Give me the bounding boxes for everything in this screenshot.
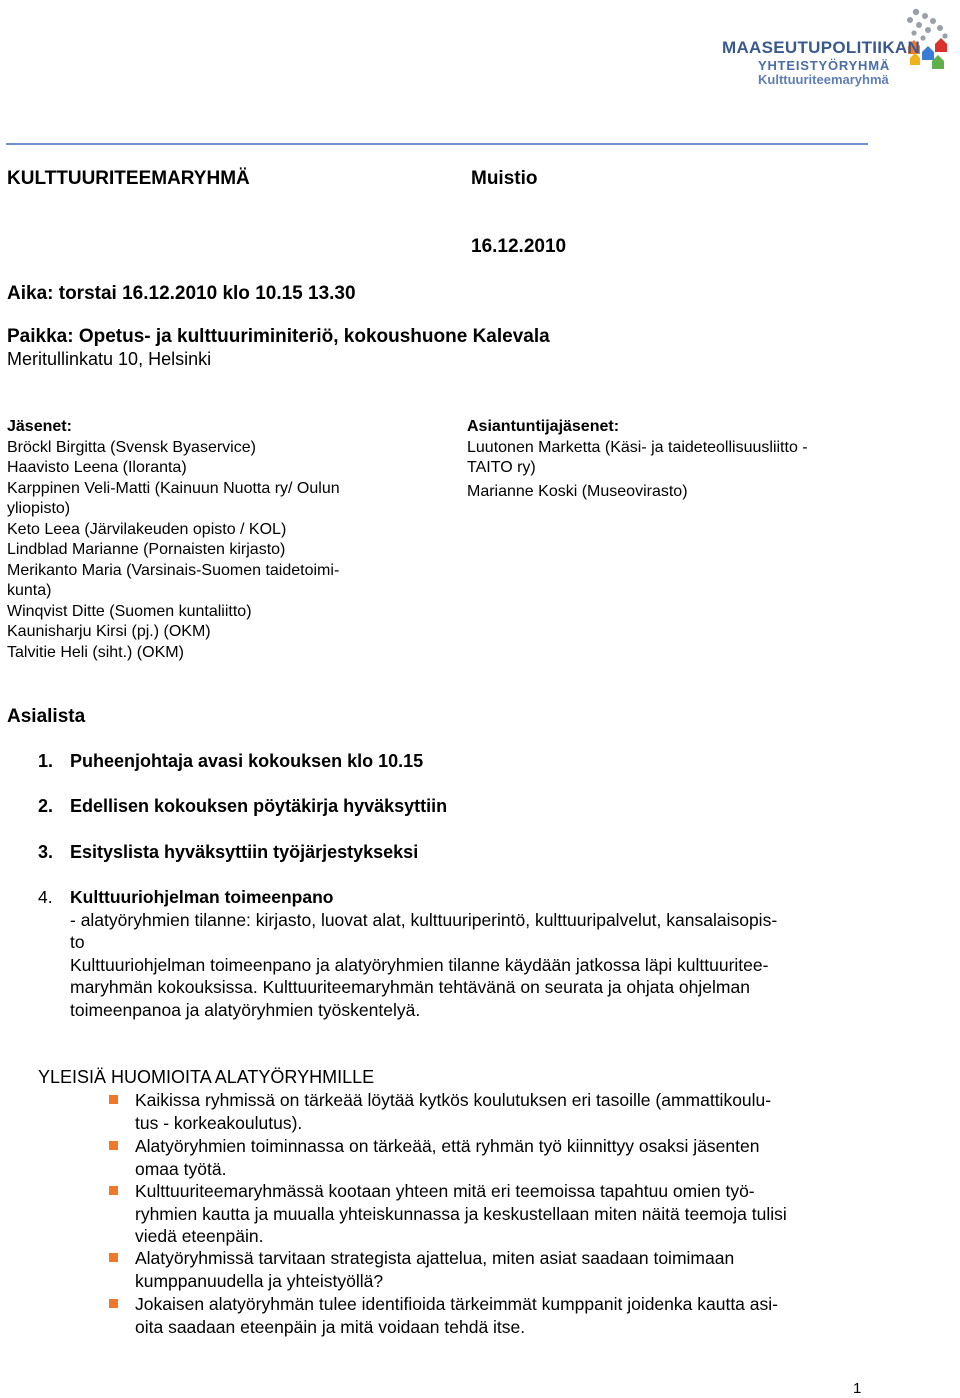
member-line: Haavisto Leena (Iloranta)	[7, 459, 187, 476]
bullet-square-icon	[109, 1095, 118, 1104]
bullet-line: Alatyöryhmien toiminnassa on tärkeää, että ryhmän työ kiinnittyy osaksi jäsenten	[135, 1136, 760, 1156]
expert-line: Luutonen Marketta (Käsi- ja taideteollisuusliitto -	[467, 438, 808, 456]
logo-line-1: MAASEUTUPOLITIIKAN	[722, 38, 921, 57]
bullet-line: Kaikissa ryhmissä on tärkeää löytää kytkös koulutuksen eri tasoille (ammattikoulu-	[135, 1090, 772, 1110]
bullet-line: Jokaisen alatyöryhmän tulee identifioida tärkeimmät kumppanit joidenka kautta asi-	[135, 1294, 778, 1314]
agenda-item-4-line: - alatyöryhmien tilanne: kirjasto, luovat alat, kulttuuriperintö, kulttuuripalvelut, kansalaisopis-	[70, 909, 778, 930]
members-list	[7, 417, 447, 663]
agenda-item-number: 1.	[38, 751, 54, 771]
bullet-square-icon	[109, 1141, 118, 1150]
bullet-line: oita saadaan eteenpäin ja mitä voidaan tehdä itse.	[135, 1316, 526, 1337]
agenda-item-4-line: Kulttuuriohjelman toimeenpano ja alatyöryhmien tilanne käydään jatkossa läpi kulttuuritee-	[70, 954, 769, 975]
agenda-item-text: Esityslista hyväksyttiin työjärjestykseksi	[70, 842, 419, 862]
agenda-title: Asialista	[7, 706, 86, 727]
bullet-line: omaa työtä.	[135, 1158, 227, 1179]
bullet-square-icon	[109, 1299, 118, 1308]
experts-list	[467, 417, 867, 502]
document-type: Muistio	[471, 168, 538, 189]
bullet-square-icon	[109, 1186, 118, 1195]
bullet-square-icon	[109, 1253, 118, 1262]
page-number: 1	[853, 1380, 862, 1397]
bullet-line: tus - korkeakoulutus).	[135, 1112, 303, 1133]
logo-line-2: YHTEISTYÖRYHMÄ	[758, 58, 891, 73]
agenda-item-4-line: maryhmän kokouksissa. Kulttuuriteemaryhmän tehtävänä on seurata ja ohjata ohjelman	[70, 977, 750, 997]
member-line: Keto Leea (Järvilakeuden opisto / KOL)	[7, 520, 287, 538]
member-line: Kaunisharju Kirsi (pj.) (OKM)	[7, 623, 211, 640]
document-date: 16.12.2010	[471, 236, 567, 257]
agenda-item-number: 2.	[38, 796, 54, 816]
bullet-line: ryhmien kautta ja muualla yhteiskunnassa ja keskustellaan miten näitä teemoja tulisi	[135, 1203, 787, 1224]
logo-line-3: Kulttuuriteemaryhmä	[758, 72, 889, 87]
agenda-item-4-content	[70, 886, 900, 1021]
member-line: Bröckl Birgitta (Svensk Byaservice)	[7, 438, 256, 456]
bullet-line: Alatyöryhmissä tarvitaan strategista ajattelua, miten asiat saadaan toimimaan	[135, 1248, 735, 1268]
expert-line: Marianne Koski (Museovirasto)	[467, 482, 688, 500]
agenda-item	[38, 796, 447, 817]
member-line: yliopisto)	[7, 500, 71, 517]
member-line: Merikanto Maria (Varsinais-Suomen taidetoimi-	[7, 561, 340, 579]
experts-title: Asiantuntijajäsenet:	[467, 418, 620, 435]
bullet-line: Kulttuuriteemaryhmässä kootaan yhteen mitä eri teemoissa tapahtuu omien työ-	[135, 1181, 755, 1201]
bullet-line: viedä eteenpäin.	[135, 1226, 264, 1246]
organization-logo	[722, 6, 952, 88]
agenda-item	[38, 751, 423, 772]
agenda-item-number: 4.	[38, 887, 53, 907]
general-notes-title: YLEISIÄ HUOMIOITA ALATYÖRYHMILLE	[38, 1067, 375, 1087]
meeting-address: Meritullinkatu 10, Helsinki	[7, 349, 212, 369]
meeting-place: Paikka: Opetus- ja kulttuuriminiteriö, kokoushuone Kalevala	[7, 326, 550, 347]
agenda-item-4-line: toimeenpanoa ja alatyöryhmien työskentelyä.	[70, 999, 421, 1020]
bullet-line: kumppanuudella ja yhteistyöllä?	[135, 1270, 384, 1291]
agenda-item-4-title: Kulttuuriohjelman toimeenpano	[70, 887, 334, 907]
agenda-item-number: 3.	[38, 842, 54, 862]
agenda-item-text: Puheenjohtaja avasi kokouksen klo 10.15	[70, 751, 424, 771]
header-divider	[6, 143, 868, 145]
members-title: Jäsenet:	[7, 418, 72, 435]
member-line: kunta)	[7, 582, 52, 599]
agenda-item-4-line: to	[70, 932, 85, 952]
member-line: Karppinen Veli-Matti (Kainuun Nuotta ry/ Oulun	[7, 479, 340, 497]
member-line: Lindblad Marianne (Pornaisten kirjasto)	[7, 541, 286, 558]
group-title: KULTTUURITEEMARYHMÄ	[7, 168, 250, 189]
meeting-time: Aika: torstai 16.12.2010 klo 10.15 13.30	[7, 283, 356, 304]
member-line: Winqvist Ditte (Suomen kuntaliitto)	[7, 602, 252, 620]
agenda-item-text: Edellisen kokouksen pöytäkirja hyväksyttiin	[70, 796, 448, 816]
agenda-item	[38, 842, 418, 863]
expert-line: TAITO ry)	[467, 459, 536, 476]
member-line: Talvitie Heli (siht.) (OKM)	[7, 643, 184, 661]
